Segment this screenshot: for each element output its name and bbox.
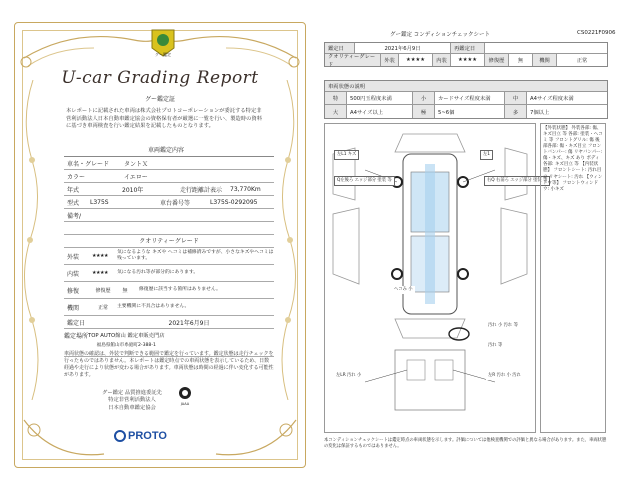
remarks-row <box>64 209 274 222</box>
size-key: 極 <box>413 105 435 118</box>
damage-callout: 汚れ 等 <box>488 343 503 348</box>
date-label: 鑑定日 <box>67 319 86 327</box>
sheet-footnote: 本コンディションチェックシートは鑑定時点の車両状態を示します。評価については他検査機関での評価と異なる場合があります。また、車両状態の変化は保証するものではありません。 <box>324 438 607 449</box>
sheet-title: グー鑑定 コンディションチェックシート <box>390 32 491 38</box>
place-block <box>88 331 165 348</box>
reinspect-label: 再鑑定日 <box>451 43 485 53</box>
header-row-grades <box>325 54 607 66</box>
vehicle-info-table <box>64 156 274 357</box>
place-address: 福島県館山市糸庭町2-388-1 <box>96 343 156 348</box>
section-title-row <box>325 81 607 92</box>
year-label: 年式 <box>67 186 80 194</box>
damage-callout: 右Q 右前ろ エッジ部分 塗装 等 <box>484 176 550 186</box>
sheet-ext-label: 外装 <box>381 54 399 66</box>
org-line-2: 特定非営利活動法人 <box>108 397 156 404</box>
grade-text: 気になる汚れ等が部分的にあります。 <box>117 270 199 276</box>
disclaimer-text: 車両状態の確認は、外装で判断できる範囲で鑑定を行っています。鑑定状態は走行チェックを行ったものではありません。本レポートは鑑定時点での車両状態を表示しているため、日数経過や走行により状態が変わる場合があります。車両状態は時間の経過に伴い変化する可能性があります。 <box>64 351 274 378</box>
grade-label: 内装 <box>67 270 80 278</box>
badge-caption: グー鑑定 <box>155 52 171 57</box>
sheet-ext-stars: ★★★★ <box>399 54 433 66</box>
place-value: TOP AUTO館山 鑑定車販売門店 <box>88 333 165 339</box>
color-label: カラー <box>67 173 86 181</box>
grade-row-repair <box>64 282 274 299</box>
grade-text: 気になるような キズや へコミは補修済みですが、小さなキズやヘコミは残っています。 <box>117 250 274 261</box>
vehicle-diagram <box>324 123 536 433</box>
type-label: 型式 <box>67 199 80 207</box>
jama-label: JAAA <box>180 402 190 406</box>
damage-callout: Q左後ろ エッジ部分 塗装 等 <box>334 176 395 186</box>
jama-logo-icon <box>178 386 192 402</box>
org-line-1: グー鑑定 品質推進委託先 <box>102 390 162 396</box>
size-desc: A4サイズ以上 <box>347 105 413 118</box>
mileage-label: 走行距離計表示 <box>180 186 223 194</box>
side-ornament-right <box>272 80 302 400</box>
grade-status: 無 <box>122 287 128 294</box>
size-legend-table <box>324 80 608 119</box>
car-diagram-graphic <box>325 124 535 432</box>
sheet-code: CS0221F0906 <box>577 30 616 36</box>
grade-subject: 修復歴 <box>95 287 111 294</box>
grade-row-interior <box>64 265 274 282</box>
damage-callout: 左L1 キズ <box>334 150 359 160</box>
grade-status: 正常 <box>97 304 108 311</box>
model-row <box>64 157 274 170</box>
remarks-label: 備考/ <box>67 212 82 220</box>
size-key: 多 <box>505 105 527 118</box>
sheet-repair-value: 無 <box>509 54 533 66</box>
damage-callout: 汚れ 小 汚れ 等 <box>488 323 518 328</box>
grade-stars: ★★★★ <box>92 253 108 259</box>
report-subtitle: グー鑑定証 <box>144 96 175 103</box>
date-value: 2021年6月9日 <box>168 319 210 327</box>
date-row <box>64 316 274 329</box>
sheet-engine-label: 機関 <box>533 54 557 66</box>
year-value: 2010年 <box>122 186 144 194</box>
grade-text: 修復歴に該当する箇所はありません。 <box>139 287 221 293</box>
grade-stars: ★★★★ <box>92 270 108 276</box>
grade-row-engine <box>64 299 274 316</box>
chassis-label: 車台番号等 <box>160 199 191 207</box>
type-row <box>64 196 274 209</box>
intro-text: 本レポートに記載された車両は株式会社プロトコーポレーションが委託する特定非営利活動法人日本自動車鑑定協会の資格保有者が厳選に一覧を行い、製造時の資料に基づき車両検査を行い鑑定結果を記載したものとなります。 <box>66 108 262 130</box>
size-key: 大 <box>325 105 347 118</box>
damage-callout: 左LR 汚れ 小 <box>336 373 362 378</box>
size-key: 中 <box>505 92 527 104</box>
chassis-value: L375S-0292095 <box>210 198 258 206</box>
damage-callout: ヘコみ 小 <box>394 287 413 292</box>
proto-logo-text: PROTO <box>128 430 167 442</box>
contents-title: 車両鑑定内容 <box>147 147 184 154</box>
condition-notes: 【外装状態】 外装各部: 傷、キズ目立 等 各部: 塗装・へコミ 等 フロントグリル: 傷 後部各部: 傷・キズ目立 フロントバンパー: 傷 リヤバンパー: 傷・キズ、キズ あり ボディ各部: キズ目立 等 【内装状態】 フロントシート: 汚れ目立 リヤシート: 汚れ 【ウィンドウ等】 フロントウィンドウ: 小キズ <box>540 123 606 433</box>
color-row <box>64 170 274 183</box>
place-label: 鑑定場所 <box>64 333 89 340</box>
grade-row-exterior <box>64 248 274 265</box>
size-desc: 500円玉程度未満 <box>347 92 413 104</box>
size-row-1 <box>325 92 607 105</box>
size-desc: カードサイズ程度未満 <box>435 92 505 104</box>
year-row <box>64 183 274 196</box>
proto-logo-icon <box>114 430 126 442</box>
grade-label: 機関 <box>67 304 80 312</box>
size-desc: 5~6個 <box>435 105 505 118</box>
size-desc: 7個以上 <box>530 109 550 116</box>
size-row-2 <box>325 105 607 118</box>
quality-grade-title: クオリティーグレード <box>64 235 274 248</box>
damage-callout: 左R 汚れ 小 汚れ <box>488 373 521 378</box>
damage-callout: 左1 <box>480 150 493 160</box>
sheet-int-label: 内装 <box>433 54 451 66</box>
sheet-grade-label: クオリティーグレード <box>325 54 381 66</box>
reinspect-value <box>485 43 607 53</box>
sheet-date-value: 2021年6月9日 <box>355 43 451 53</box>
grade-text: 主要機関に不具合はありません。 <box>117 304 190 310</box>
mileage-value: 73,770Km <box>230 185 261 193</box>
grade-label: 修復 <box>67 287 80 295</box>
sheet-header-table <box>324 42 608 67</box>
remarks-spacer <box>64 222 274 235</box>
size-desc: A4サイズ程度未満 <box>530 96 574 102</box>
side-ornament-left <box>18 80 48 400</box>
size-key: 小 <box>413 92 435 104</box>
sheet-repair-label: 修復歴 <box>485 54 509 66</box>
sheet-int-stars: ★★★★ <box>451 54 485 66</box>
report-title: U-car Grading Report <box>61 68 259 88</box>
model-value: タントＸ <box>124 160 149 168</box>
organization-block <box>96 390 168 412</box>
sheet-engine-value: 正常 <box>576 58 588 64</box>
sheet-date-label: 鑑定日 <box>325 43 355 53</box>
size-key: 特 <box>325 92 347 104</box>
org-line-3: 日本自動車鑑定協会 <box>108 404 156 411</box>
color-value: イエロー <box>124 173 148 181</box>
section-title: 車両状態の説明 <box>328 84 366 90</box>
grade-label: 外装 <box>67 253 80 261</box>
type-value: L375S <box>90 198 109 206</box>
model-label: 車名・グレード <box>67 160 110 168</box>
